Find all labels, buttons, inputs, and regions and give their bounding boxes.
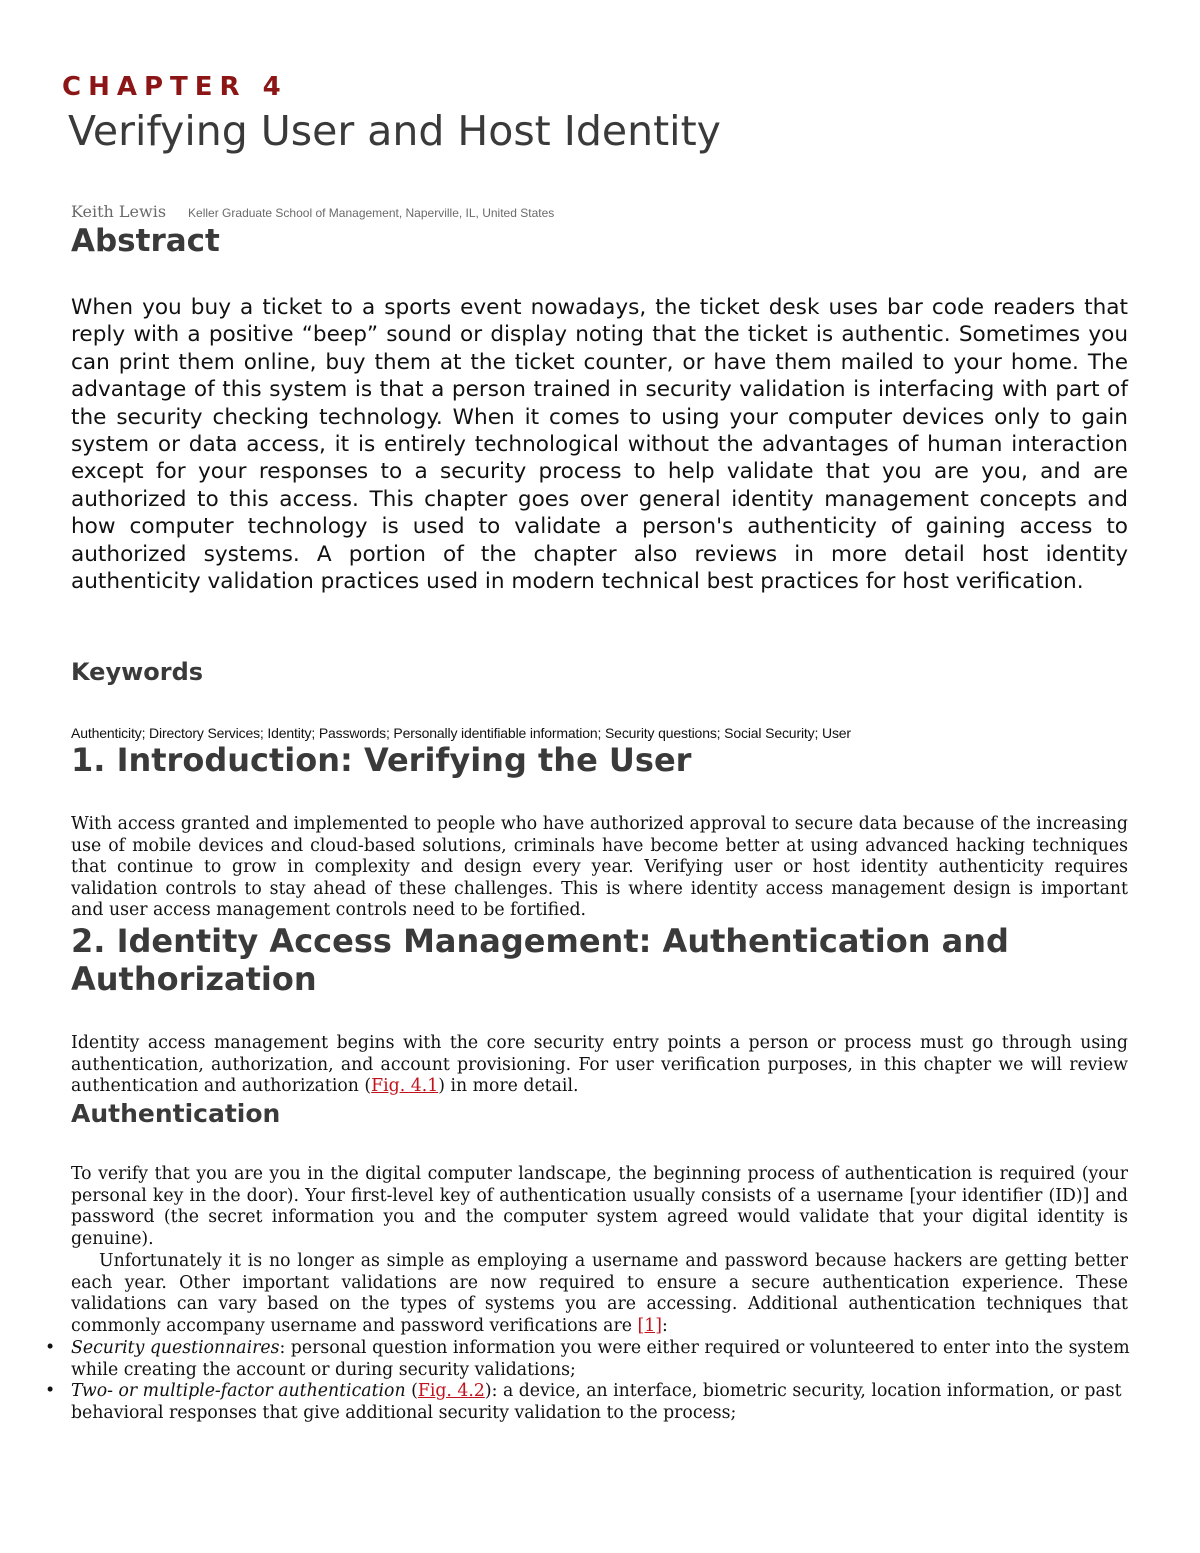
chapter-label: CHAPTER 4 — [62, 72, 288, 102]
bullet-icon: • — [45, 1338, 56, 1358]
authentication-heading: Authentication — [71, 1099, 281, 1128]
author-name: Keith Lewis — [71, 202, 167, 221]
abstract-text: When you buy a ticket to a sports event nowadays, the ticket desk uses bar code readers that reply with a positive “beep” sound or display noting that the ticket is authentic. Sometimes you can print them online, buy them at the ticket counter, or have them mailed to your home. The advantage of this system is that a person trained in security validation is interfacing with part of the security checking technology. When it comes to using your computer devices only to gain system or data access, it is entirely technological without the advantages of human interaction except for your responses to a security process to help validate that you are you, and are authorized to this access. This chapter goes over general identity management concepts and how computer technology is used to validate a person's authenticity of gaining access to authorized systems. A portion of the chapter also reviews in more detail host identity authenticity validation practices used in modern technical best practices for host verification. — [71, 295, 1128, 595]
section-1-text: With access granted and implemented to people who have authorized approval to secure data because of the increasing use of mobile devices and cloud-based solutions, criminals have become better at using advanced hacking techniques that continue to grow in complexity and design every year. Verifying user or host identity authenticity requires validation controls to stay ahead of these challenges. This is where identity access management design is important and user access management controls need to be fortified. — [71, 814, 1128, 921]
figure-link-4-1[interactable]: Fig. 4.1 — [371, 1076, 439, 1097]
list-item-text: : personal question information you were either required or volunteered to enter into the system while creating the account or during security validations; — [71, 1338, 1130, 1380]
section-2-text-start: Identity access management begins with the core security entry points a person or process must go through using authentication, authorization, and account provisioning. For user verification purposes, in this chapter we will review authentication and authorization ( — [71, 1033, 1128, 1097]
section-1-heading: 1. Introduction: Verifying the User — [71, 741, 692, 779]
chapter-title: Verifying User and Host Identity — [68, 107, 721, 155]
authentication-paragraph-1: To verify that you are you in the digital computer landscape, the beginning process of authentication is required (your personal key in the door). Your first-level key of authentication usually consists of a username [your identifier (ID)] and password (the secret information you and the computer system agreed would validate that your digital identity is genuine). — [71, 1164, 1128, 1249]
reference-link-1[interactable]: [1] — [637, 1315, 662, 1336]
section-2-text — [71, 1033, 1128, 1098]
list-item-text-end: ): a device, an interface, biometric security, location information, or past behavioral responses that give additional security validation to the process; — [71, 1381, 1122, 1423]
authentication-paragraph-2 — [71, 1251, 1128, 1337]
authentication-paragraph-2-text: Unfortunately it is no longer as simple as employing a username and password because hackers are getting better each year. Other important validations are now required to ensure a secure authentication experience. These validations can vary based on the types of systems you are accessing. Additional authentication techniques that commonly accompany username and password verifications are — [71, 1251, 1128, 1336]
authentication-paragraph-2-end: : — [661, 1315, 668, 1336]
list-item-text: ( — [405, 1381, 418, 1401]
list-item-term: Security questionnaires — [71, 1338, 280, 1358]
bullet-icon: • — [45, 1381, 56, 1401]
figure-link-4-2[interactable]: Fig. 4.2 — [417, 1381, 485, 1401]
section-2-heading-line-2: Authorization — [71, 960, 317, 998]
author-affiliation: Keller Graduate School of Management, Naperville, IL, United States — [188, 206, 555, 220]
section-2-heading — [71, 922, 1009, 998]
keywords-text: Authenticity; Directory Services; Identity; Passwords; Personally identifiable information; Security questions; Social Security; User — [71, 725, 851, 741]
list-item — [45, 1338, 1146, 1381]
list-item — [45, 1381, 1146, 1424]
section-2-text-end: ) in more detail. — [438, 1076, 579, 1097]
list-item-term: Two- or multiple-factor authentication — [71, 1381, 406, 1401]
abstract-heading: Abstract — [71, 223, 220, 259]
keywords-heading: Keywords — [71, 658, 204, 686]
section-2-heading-line-1: 2. Identity Access Management: Authentication and — [71, 922, 1009, 960]
